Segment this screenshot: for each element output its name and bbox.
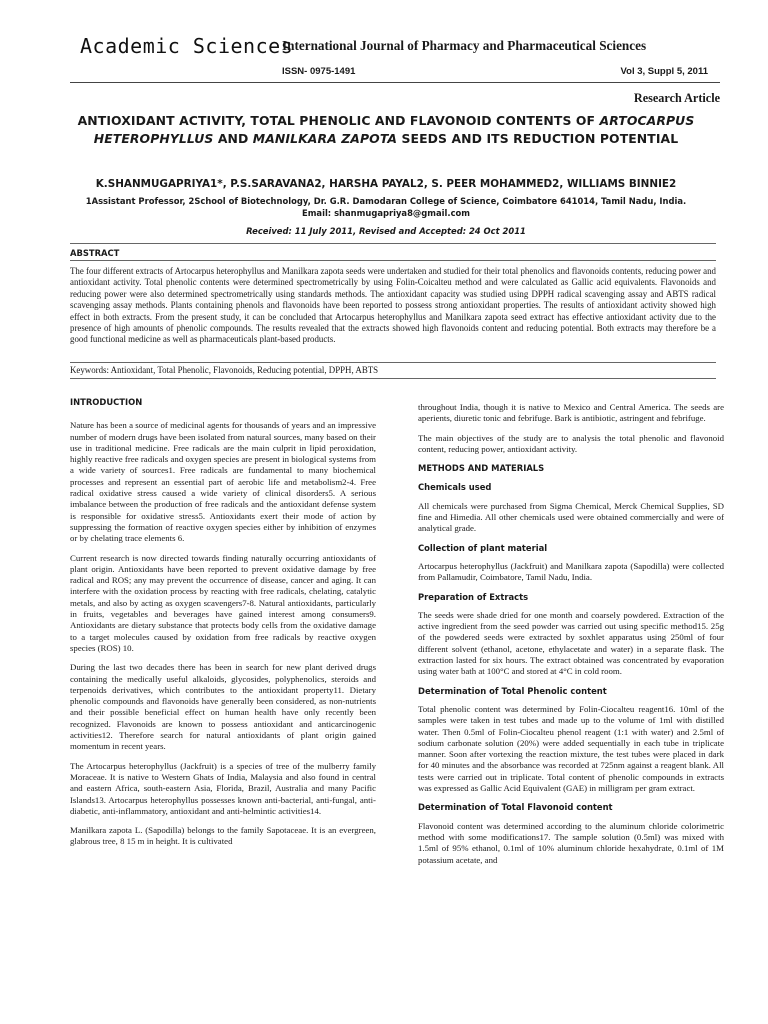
keywords-bottom-rule <box>70 378 716 379</box>
intro-paragraph-3: During the last two decades there has been in search for new plant derived drugs containing the medically useful alkaloids, glycosides, polyphenolics, steroids and terpenoids derivatives, which contributes to the antioxidant property11. Dietary phenolic compounds and flavonoids have generally been considered, as non-nutrients and their possible beneficial effect on human health have only recently been recognized. Flavonoids are known to possess antioxidant and anticarcinogenic activities12. Therefore search for natural antioxidants of plant origin gained momentum in recent years. <box>70 662 376 752</box>
publisher-logo: Academic Sciences <box>80 34 294 58</box>
article-type: Research Article <box>633 91 720 105</box>
affiliation-address: 1Assistant Professor, 2School of Biotechnology, Dr. G.R. Damodaran College of Science, Coimbatore 641014, Tamil Nadu, India. <box>85 196 687 206</box>
intro-paragraph-2: Current research is now directed towards finding naturally occurring antioxidants of plant origin. Antioxidants have been reported to prevent oxidative damage by free radical and ROS; any may prevent the occurrence of disease, cancer and aging. It can interfere with the oxidation process by reacting with free radicals, chelating, catalytic metals, and also by acting as oxygen scavengers7-8. Natural antioxidants, particularly in fruits, vegetables and beverages have gained interest among consumers9. Antioxidants are dietary substance that protects body cells from the oxidative damage to a target molecules caused by oxidation from free radicals by reactive oxygen species (ROS) 10. <box>70 552 376 653</box>
title-part-1: ANTIOXIDANT ACTIVITY, TOTAL PHENOLIC AND FLAVONOID CONTENTS OF <box>77 113 600 128</box>
keywords-top-rule <box>70 362 716 363</box>
author-list: K.SHANMUGAPRIYA1*, P.S.SARAVANA2, HARSHA PAYAL2, S. PEER MOHAMMED2, WILLIAMS BINNIE2 <box>95 178 677 190</box>
methods-heading: METHODS AND MATERIALS <box>418 463 545 474</box>
abstract-top-rule <box>70 243 716 244</box>
header-divider <box>70 82 720 83</box>
abstract-text: The four different extracts of Artocarpus heterophyllus and Manilkara zapota seeds were undertaken and studied for their total phenolics and flavonoids contents, reducing power and antioxidant activity. Total phenolic contents were determined spectrometrically by using Folin-Coicalteu method and were calculated as Gallic acid equivalents. Flavonoids and reducing power were also determined spectrometrically using standards methods. The antioxidant capacity was studied using DPPH radical scavenging assay and ABTS radical scavenging assay methods. Plants containing phenols and flavonoids have been reported to possess strong antioxidant properties. The results of antioxidant activity showed high effect in both extracts. From the present study, it can be concluded that Artocarpus heterophyllus and Manilkara zapota seed extract has effective antioxidant activity due to the presence of high amounts of phenolic compounds. The results revealed that the extracts showed high flavonoids content and reducing potential. Both extracts may therefore be a good functional medicine as well as pharmaceuticals plant-based products. <box>70 266 716 345</box>
title-species-1: ARTOCARPUS HETEROPHYLLUS <box>93 113 695 146</box>
left-column <box>70 397 376 856</box>
preparation-text: The seeds were shade dried for one month and coarsely powdered. Extraction of the active ingredient from the seed powder was carried out using specific method15. 25g of the powdered seeds were extracted by soxhlet apparatus using 250ml of four different solvent (ethanol, acetone, ethylacetate and water) in a separate flask. The extraction lasted for six hours. The extract obtained was concentrated by evaporation using water bath at 100°C and stored at 4°C in cold room. <box>418 609 724 677</box>
paper-title <box>60 112 712 148</box>
journal-title: International Journal of Pharmacy and Pharmaceutical Sciences <box>282 38 647 53</box>
right-column <box>418 402 724 874</box>
title-part-2: AND <box>213 131 253 146</box>
abstract-heading: ABSTRACT <box>70 248 120 258</box>
chemicals-text: All chemicals were purchased from Sigma Chemical, Merck Chemical Supplies, SD fine and Himedia. All other chemicals used were obtained commercially and were of analytical grade. <box>418 500 724 534</box>
affiliation <box>60 196 712 219</box>
phenolic-text: Total phenolic content was determined by Folin-Ciocalteu reagent16. 10ml of the samples were taken in test tubes and made up to the volume of 1ml with distilled water. Then 0.5ml of Folin-Ciocalteu phenol reagent (1:1 with water) and 2.5ml of sodium carbonate solution (20%) were added sequentially in each tube in triplicate manner. Soon after vortexing the reaction mixture, the test tubes were placed in dark for 40 minutes and the absorbance was recorded at 725nm against a reagent blank. All tests were carried out in triplicate. Total content of phenolic compounds in extracts was expressed as Gallic Acid Equivalent (GAE) in milligram per gram extract. <box>418 703 724 794</box>
volume-info: Vol 3, Suppl 5, 2011 <box>620 66 708 77</box>
intro-paragraph-4: The Artocarpus heterophyllus (Jackfruit) is a species of tree of the mulberry family Moraceae. It is native to Western Ghats of India, Malaysia and also found in central and eastern Africa, south-eastern Asia, Florida, Brazil, Australia and many Pacific Islands13. Artocarpus heterophyllus possesses known anti-bacterial, anti-fungal, anti-diabetic, anti-inflammatory, antioxidant and anti-helmintic activities14. <box>70 760 376 816</box>
right-paragraph-2: The main objectives of the study are to analysis the total phenolic and flavonoid content, reducing power, antioxidant activity. <box>418 432 724 454</box>
chemicals-heading: Chemicals used <box>418 482 492 493</box>
introduction-heading: INTRODUCTION <box>70 397 143 407</box>
collection-heading: Collection of plant material <box>418 542 548 553</box>
issn: ISSN- 0975-1491 <box>282 66 356 77</box>
corresponding-email: Email: shanmugapriya8@gmail.com <box>301 207 471 218</box>
intro-paragraph-1: Nature has been a source of medicinal agents for thousands of years and an impressive number of modern drugs have been isolated from natural sources, many based on their use in traditional medicine. Free radicals are the main culprit in lipid peroxidation, highly reactive free radicals and oxygen species are present in biological systems from a wide variety of sources1. Free radicals are fundamental to many biochemical processes and represent an essential part of aerobic life and metabolism2-4. Free radical oxidative stress caused a wide variety of clinical disorders5. A serious imbalance between the production of free radicals and the antioxidant defense system is responsible for oxidative stress5. Antioxidants exert their mode of action by suppressing the formation of reactive oxygen species either by inhibition of enzymes or by chelating trace elements 6. <box>70 420 376 544</box>
preparation-heading: Preparation of Extracts <box>418 591 529 602</box>
right-paragraph-1: throughout India, though it is native to Mexico and Central America. The seeds are aperients, diuretic tonic and febrifuge. Bark is antibiotic, astringent and febrifuge. <box>418 402 724 424</box>
received-dates: Received: 11 July 2011, Revised and Accepted: 24 Oct 2011 <box>246 226 526 236</box>
flavonoid-text: Flavonoid content was determined according to the aluminum chloride colorimetric method with some modifications17. The sample solution (0.5ml) was mixed with 1.5ml of 95% ethanol, 0.1ml of 10% aluminum chloride hexahydrate, 0.1ml of 1M potassium acetate, and <box>418 820 724 865</box>
phenolic-heading: Determination of Total Phenolic content <box>418 685 607 696</box>
abstract-heading-rule <box>70 260 716 261</box>
collection-text: Artocarpus heterophyllus (Jackfruit) and Manilkara zapota (Sapodilla) were collected from Pallamudir, Coimbatore, Tamil Nadu, India. <box>418 560 724 583</box>
intro-paragraph-5: Manilkara zapota L. (Sapodilla) belongs to the family Sapotaceae. It is an evergreen, glabrous tree, 8 15 m in height. It is cultivated <box>70 825 376 847</box>
flavonoid-heading: Determination of Total Flavonoid content <box>418 802 613 813</box>
title-part-3: SEEDS AND ITS REDUCTION POTENTIAL <box>397 131 679 146</box>
title-species-2: MANILKARA ZAPOTA <box>252 131 398 146</box>
keywords: Keywords: Antioxidant, Total Phenolic, Flavonoids, Reducing potential, DPPH, ABTS <box>70 365 379 375</box>
